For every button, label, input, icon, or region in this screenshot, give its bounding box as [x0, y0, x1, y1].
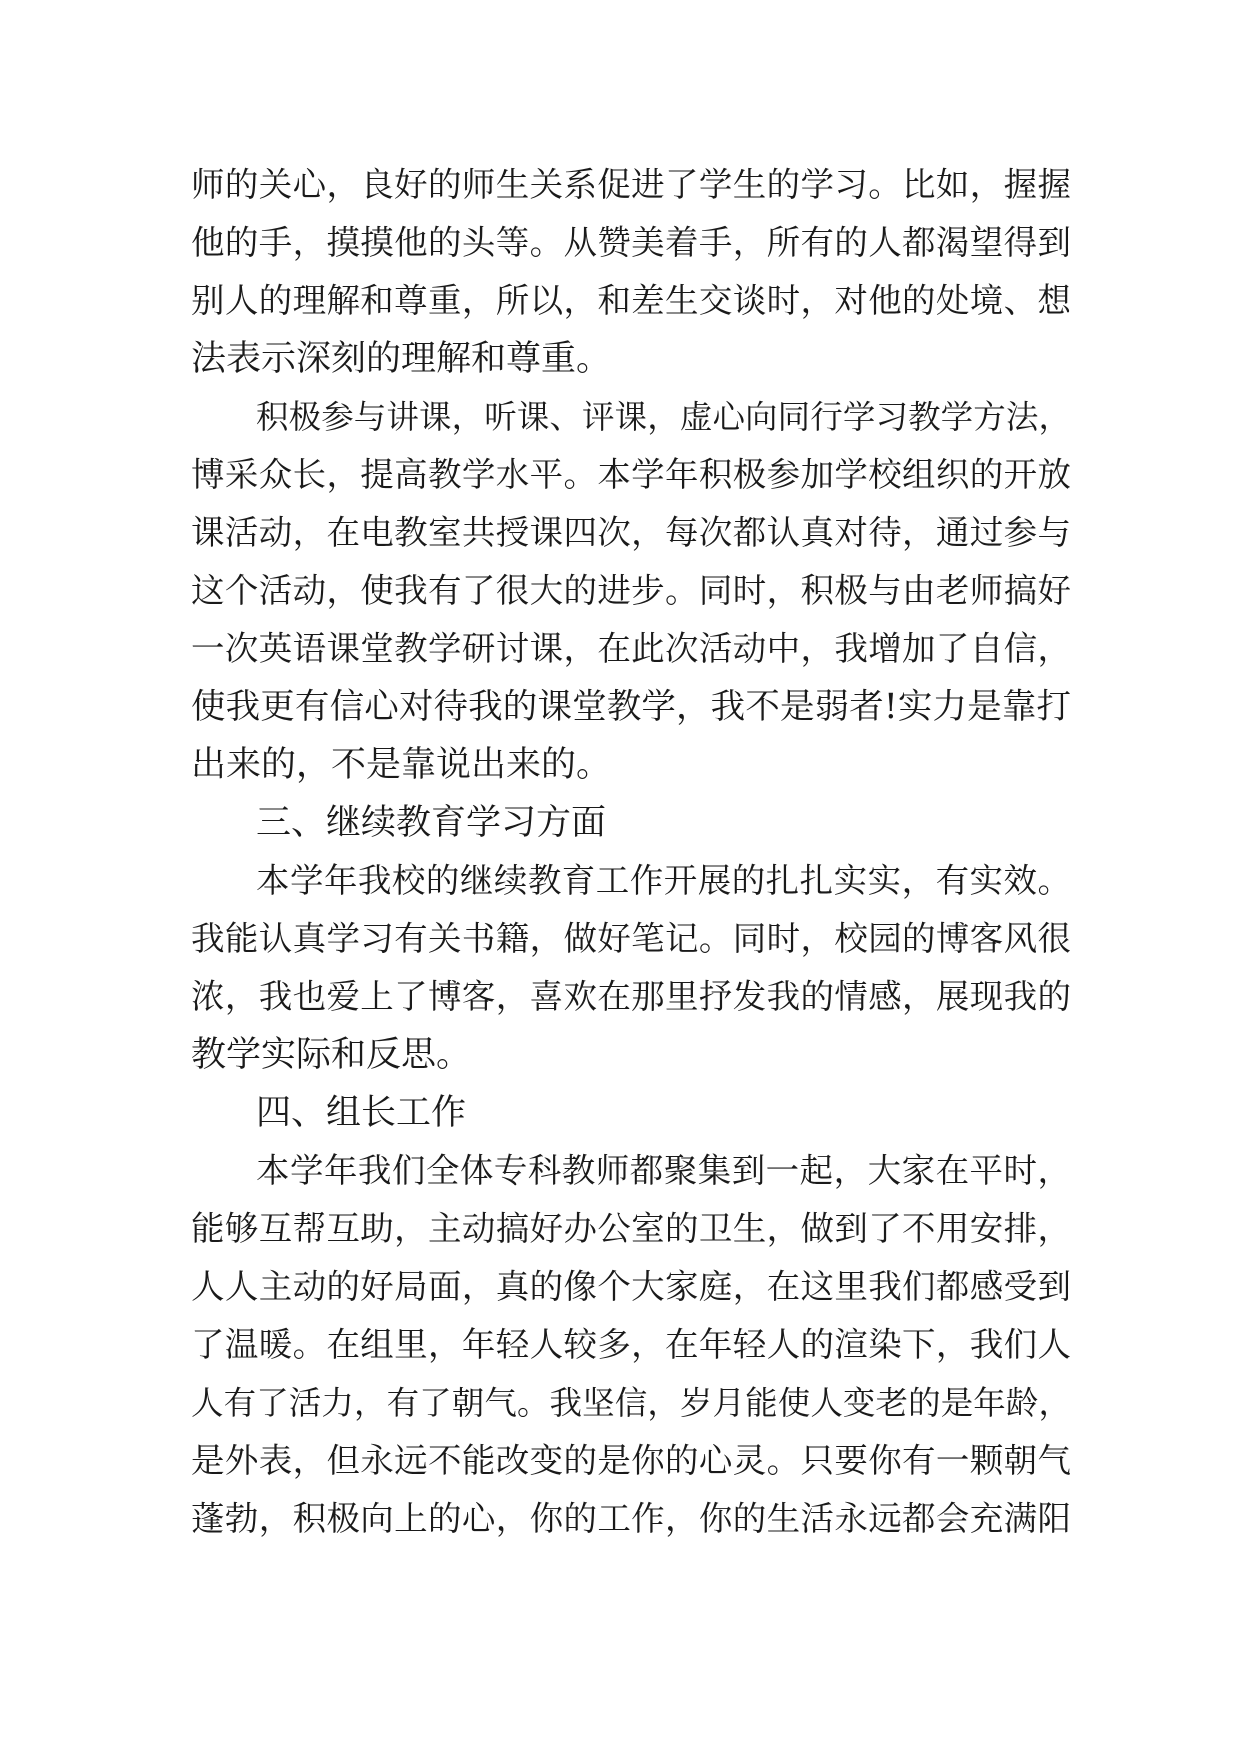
text-line: 是外表，但永远不能改变的是你的心灵。只要你有一颗朝气 — [191, 1441, 1071, 1480]
text-line: 使我更有信心对待我的课堂教学，我不是弱者!实力是靠打 — [191, 687, 1071, 727]
section-heading: 四、组长工作 — [256, 1093, 467, 1133]
text-line: 积极参与讲课，听课、评课，虚心向同行学习教学方法， — [256, 398, 1071, 436]
text-line: 人人主动的好局面，真的像个大家庭，在这里我们都感受到 — [191, 1267, 1071, 1306]
text-line: 本学年我们全体专科教师都聚集到一起，大家在平时， — [256, 1151, 1071, 1190]
text-line: 浓，我也爱上了博客，喜欢在那里抒发我的情感，展现我的 — [191, 977, 1071, 1016]
text-line: 师的关心，良好的师生关系促进了学生的学习。比如，握握 — [191, 165, 1071, 204]
text-line: 他的手，摸摸他的头等。从赞美着手，所有的人都渴望得到 — [191, 223, 1071, 262]
text-line: 一次英语课堂教学研讨课，在此次活动中，我增加了自信， — [191, 629, 1071, 668]
text-line: 课活动，在电教室共授课四次，每次都认真对待，通过参与 — [191, 513, 1071, 552]
section-heading: 三、继续教育学习方面 — [256, 803, 607, 843]
text-line: 人有了活力，有了朝气。我坚信，岁月能使人变老的是年龄， — [191, 1384, 1071, 1422]
text-line: 我能认真学习有关书籍，做好笔记。同时，校园的博客风很 — [191, 919, 1071, 958]
text-line: 博采众长，提高教学水平。本学年积极参加学校组织的开放 — [191, 455, 1071, 494]
text-line: 这个活动，使我有了很大的进步。同时，积极与由老师搞好 — [191, 571, 1071, 610]
text-line: 别人的理解和尊重，所以，和差生交谈时，对他的处境、想 — [191, 281, 1071, 320]
text-line: 了温暖。在组里，年轻人较多，在年轻人的渲染下，我们人 — [191, 1325, 1071, 1364]
text-line: 法表示深刻的理解和尊重。 — [191, 339, 612, 379]
text-line: 本学年我校的继续教育工作开展的扎扎实实，有实效。 — [256, 861, 1071, 900]
text-line: 蓬勃，积极向上的心，你的工作，你的生活永远都会充满阳 — [191, 1499, 1071, 1538]
text-line: 教学实际和反思。 — [191, 1035, 472, 1075]
text-line: 出来的，不是靠说出来的。 — [191, 745, 612, 785]
text-line: 能够互帮互助，主动搞好办公室的卫生，做到了不用安排， — [191, 1209, 1071, 1248]
